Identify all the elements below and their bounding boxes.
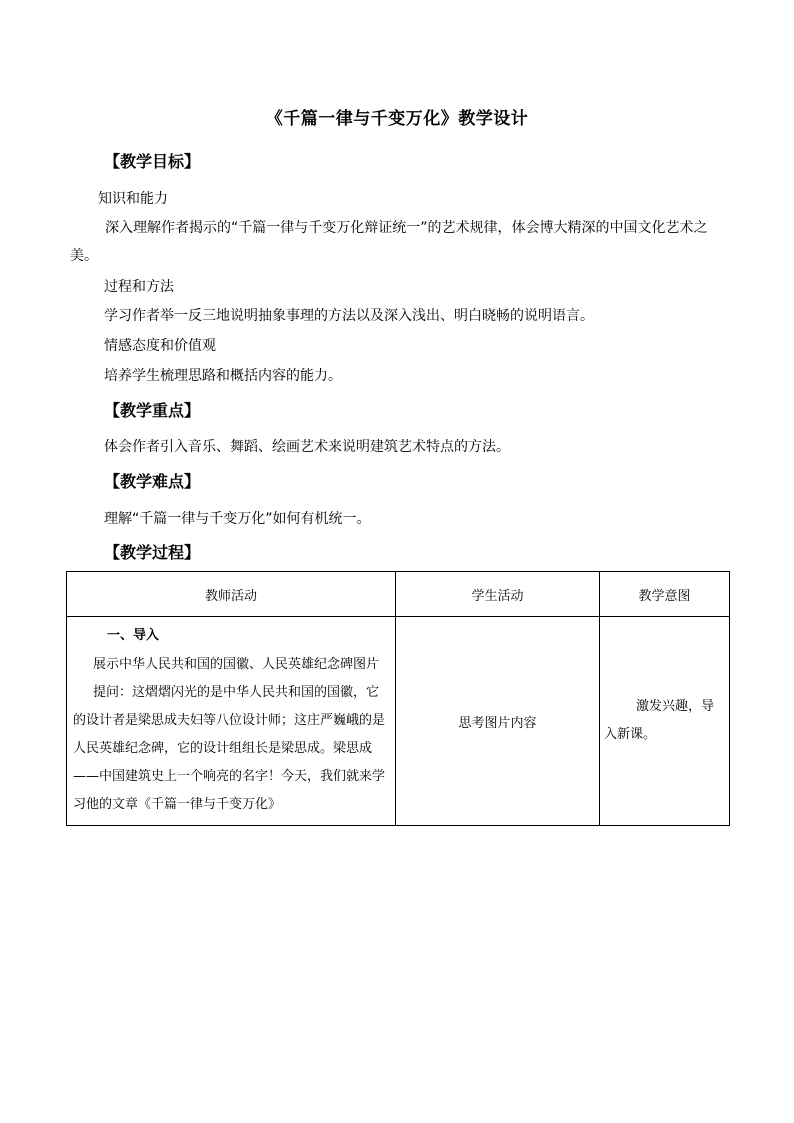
teacher-paragraph: 提问：这熠熠闪光的是中华人民共和国的国徽，它的设计者是梁思成夫妇等八位设计师；这庄严巍峨的是人民英雄纪念碑，它的设计组组长是梁思成。梁思成——中国建筑史上一个响亮的名字！今天，我们就来学习他的文章《千篇一律与千变万化》 (73, 685, 386, 812)
process-table (66, 571, 730, 826)
intent-text: 激发兴趣，导入新课。 (604, 699, 715, 742)
process-heading: 【教学过程】 (104, 543, 201, 562)
key-points-heading: 【教学重点】 (104, 401, 201, 420)
difficulties-heading: 【教学难点】 (104, 472, 201, 491)
page-title: 《千篇一律与千变万化》教学设计 (265, 109, 529, 129)
key-points-text: 体会作者引入音乐、舞蹈、绘画艺术来说明建筑艺术特点的方法。 (104, 439, 510, 455)
knowledge-text: 深入理解作者揭示的“千篇一律与千变万化辩证统一”的艺术规律，体会博大精深的中国文化艺术之美。 (70, 220, 708, 264)
section-title: 一、导入 (107, 628, 160, 643)
objectives-heading: 【教学目标】 (104, 152, 201, 171)
column-header-student: 学生活动 (396, 572, 600, 617)
column-header-intent: 教学意图 (600, 572, 730, 617)
student-activity-cell (396, 617, 600, 826)
difficulties-text: 理解“千篇一律与千变万化”如何有机统一。 (104, 511, 371, 527)
teacher-paragraph: 展示中华人民共和国的国徽、人民英雄纪念碑图片 (93, 657, 380, 672)
emotion-text: 培养学生梳理思路和概括内容的能力。 (104, 368, 342, 384)
teacher-activity-cell (67, 617, 396, 826)
process-method-label: 过程和方法 (104, 279, 174, 295)
knowledge-label: 知识和能力 (98, 191, 168, 207)
column-header-teacher: 教师活动 (67, 572, 396, 617)
table-header-row (67, 572, 730, 617)
table-row (67, 617, 730, 826)
student-activity-text: 思考图片内容 (458, 715, 537, 731)
emotion-label: 情感态度和价值观 (104, 338, 216, 354)
process-method-text: 学习作者举一反三地说明抽象事理的方法以及深入浅出、明白晓畅的说明语言。 (104, 308, 594, 324)
intent-cell (600, 617, 730, 826)
